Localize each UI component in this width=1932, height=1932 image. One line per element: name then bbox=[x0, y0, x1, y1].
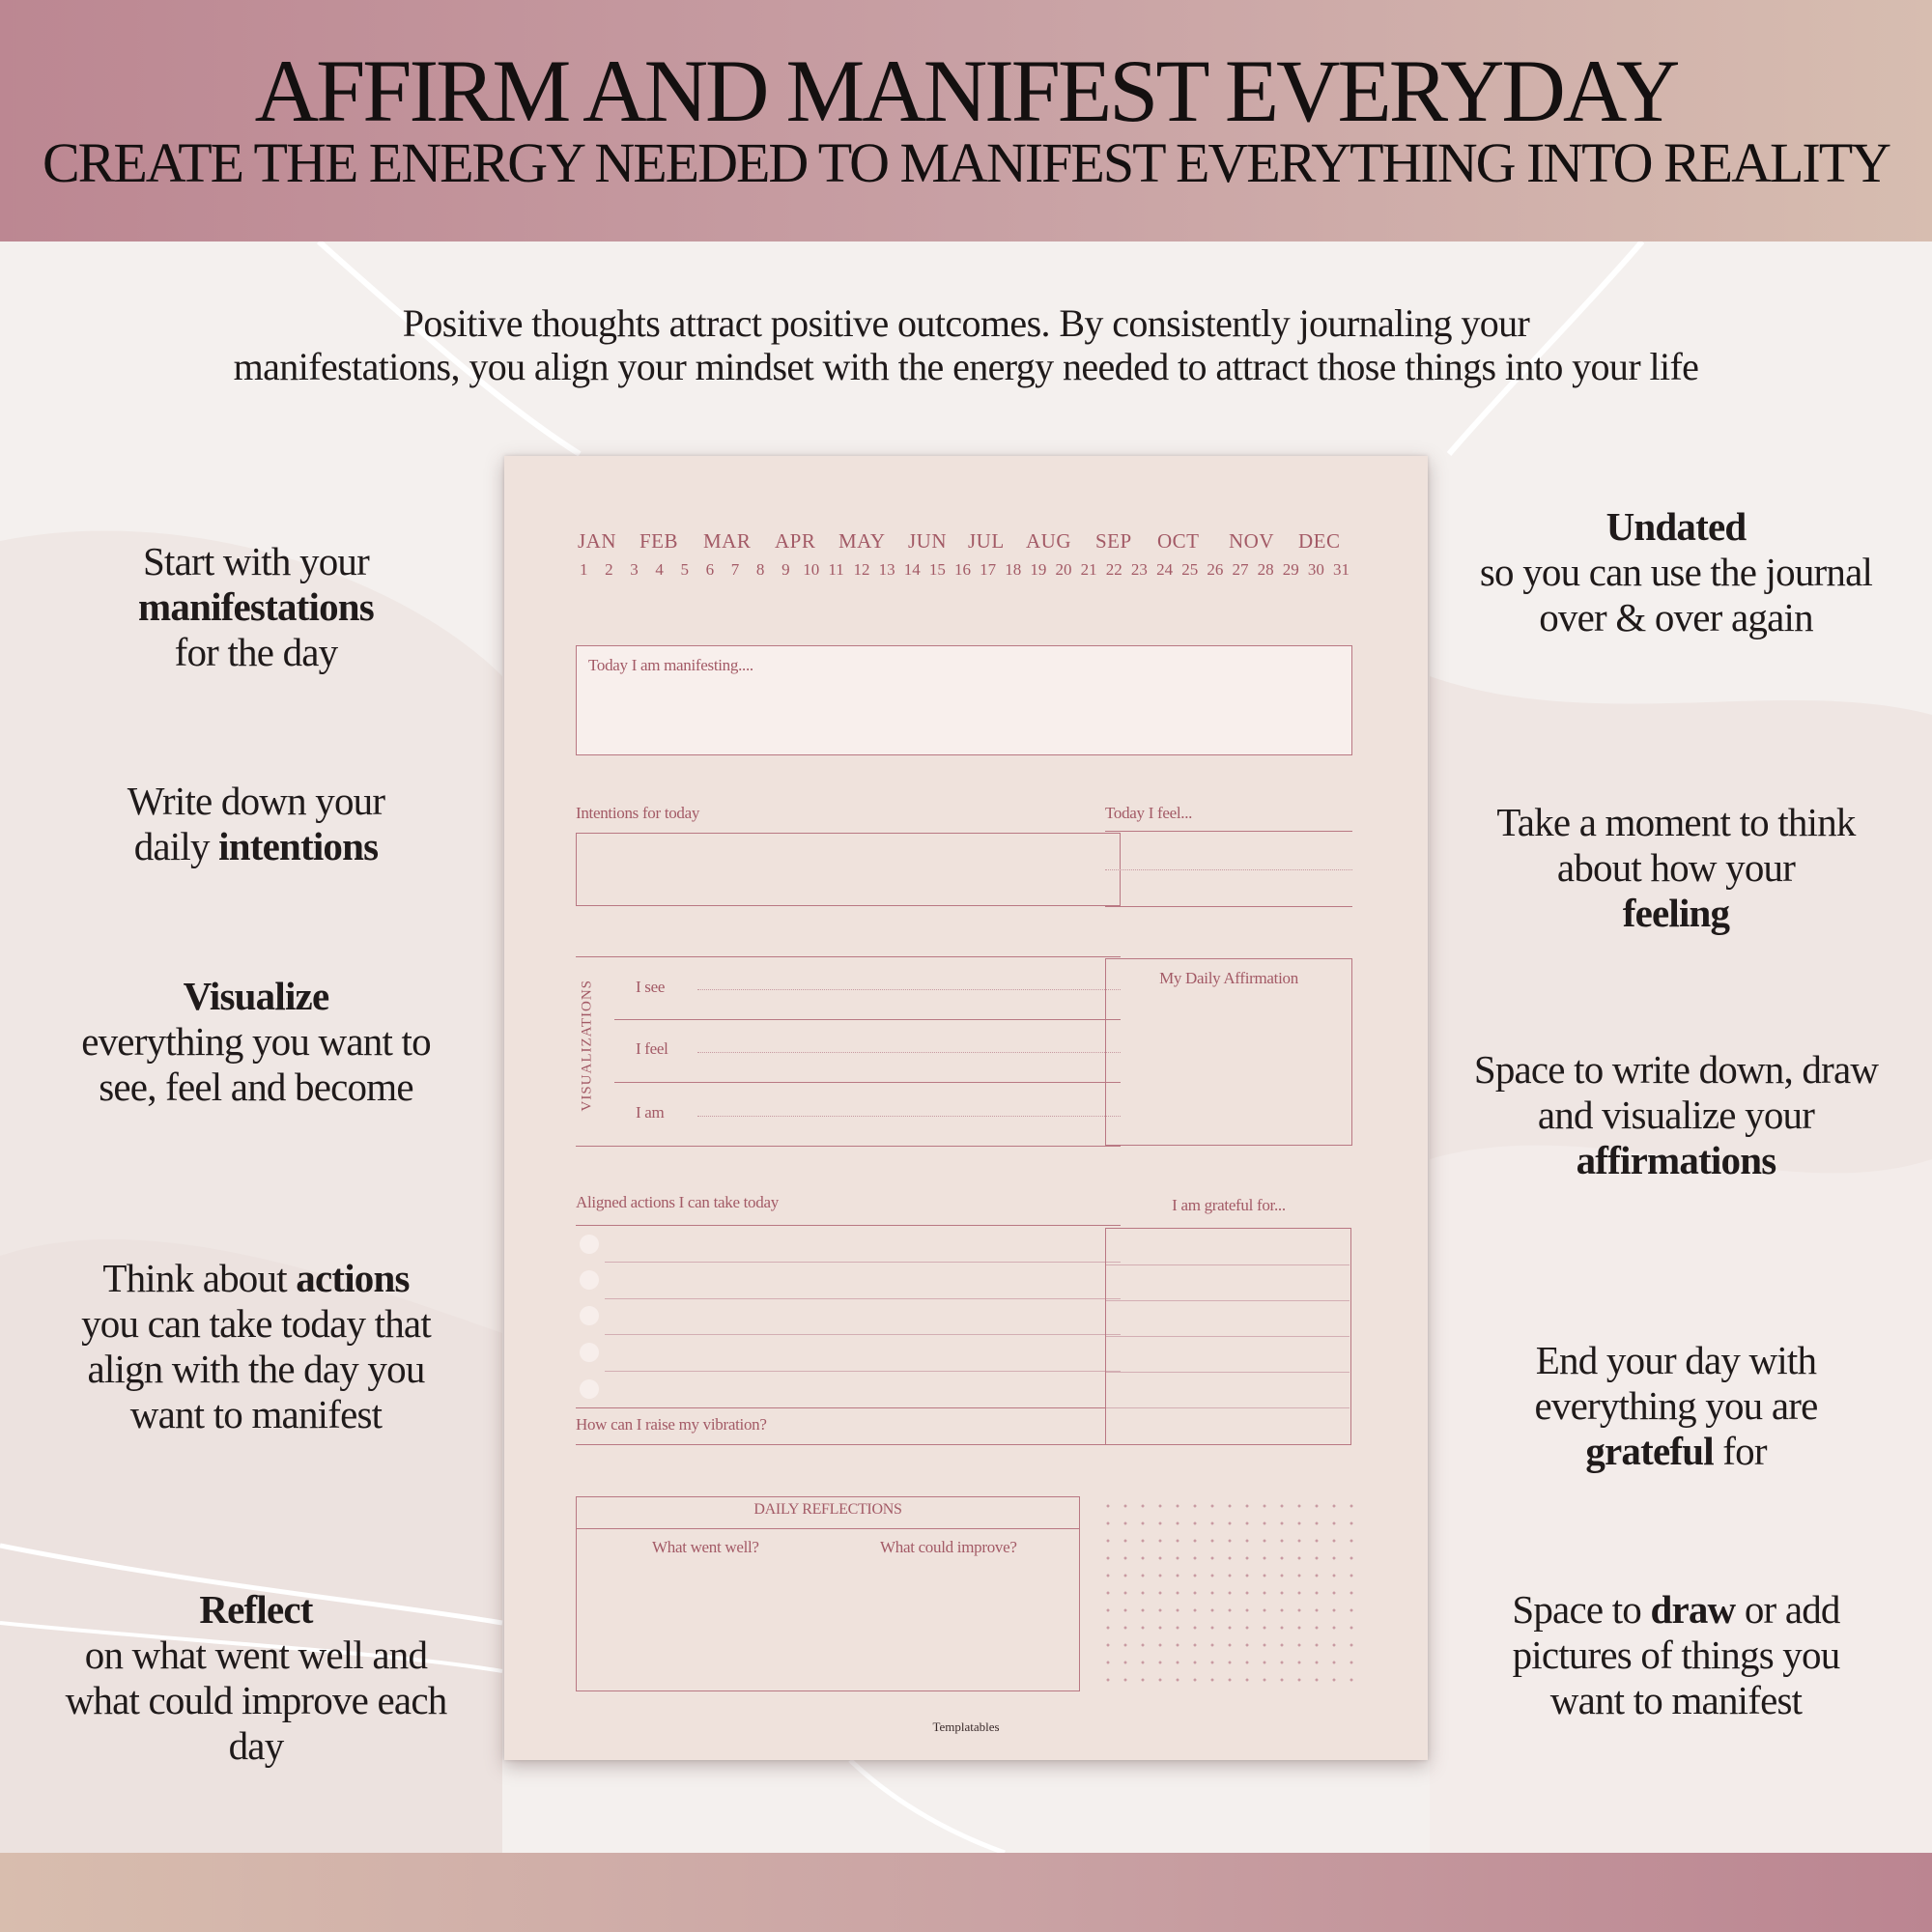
vis-divider-2 bbox=[614, 1082, 1121, 1083]
reflections-divider bbox=[577, 1528, 1079, 1529]
action-checkbox-4[interactable] bbox=[580, 1343, 599, 1362]
day-13[interactable]: 13 bbox=[878, 560, 895, 579]
grateful-line-3[interactable] bbox=[1106, 1336, 1350, 1337]
vis-see-line[interactable] bbox=[697, 989, 1121, 990]
day-14[interactable]: 14 bbox=[903, 560, 921, 579]
brand-label: Templatables bbox=[932, 1719, 1000, 1734]
day-24[interactable]: 24 bbox=[1156, 560, 1174, 579]
day-15[interactable]: 15 bbox=[928, 560, 946, 579]
feel-line-2[interactable] bbox=[1105, 869, 1352, 870]
improve-label: What could improve? bbox=[880, 1538, 1017, 1556]
vis-row-am: I am bbox=[636, 1103, 665, 1122]
month-nov[interactable]: NOV bbox=[1229, 529, 1274, 553]
action-checkbox-1[interactable] bbox=[580, 1235, 599, 1254]
grateful-line-4[interactable] bbox=[1106, 1372, 1350, 1373]
day-12[interactable]: 12 bbox=[853, 560, 870, 579]
vis-top-line bbox=[576, 956, 1121, 957]
vibration-line[interactable] bbox=[576, 1444, 1121, 1445]
action-checkbox-3[interactable] bbox=[580, 1306, 599, 1325]
month-apr[interactable]: APR bbox=[775, 529, 816, 553]
feature-draw: Space to draw or add pictures of things you want to manifest bbox=[1512, 1587, 1840, 1722]
affirmation-label: My Daily Affirmation bbox=[1159, 969, 1298, 987]
grateful-box[interactable] bbox=[1105, 1228, 1351, 1445]
grateful-line-1[interactable] bbox=[1106, 1264, 1350, 1265]
journal-page bbox=[504, 456, 1428, 1760]
feature-visualize: Visualize everything you want to see, feel and become bbox=[81, 974, 431, 1109]
feature-grateful: End your day with everything you are grateful for bbox=[1534, 1338, 1818, 1473]
grateful-line-2[interactable] bbox=[1106, 1300, 1350, 1301]
month-dec[interactable]: DEC bbox=[1298, 529, 1341, 553]
month-jul[interactable]: JUL bbox=[968, 529, 1005, 553]
month-may[interactable]: MAY bbox=[838, 529, 886, 553]
intentions-label: Intentions for today bbox=[576, 804, 700, 822]
day-27[interactable]: 27 bbox=[1232, 560, 1249, 579]
day-16[interactable]: 16 bbox=[954, 560, 971, 579]
intro-line-2: manifestations, you align your mindset with the energy needed to attract those things into your life bbox=[233, 345, 1699, 388]
footer-band bbox=[0, 1853, 1932, 1932]
grateful-label: I am grateful for... bbox=[1172, 1196, 1286, 1214]
affirmation-box[interactable] bbox=[1105, 958, 1352, 1146]
feature-reflect: Reflect on what went well and what could improve each day bbox=[65, 1587, 447, 1768]
vis-row-feel: I feel bbox=[636, 1039, 668, 1058]
day-28[interactable]: 28 bbox=[1257, 560, 1274, 579]
day-25[interactable]: 25 bbox=[1181, 560, 1199, 579]
dot-grid-drawing-area[interactable] bbox=[1099, 1497, 1360, 1692]
action-line-2[interactable] bbox=[605, 1298, 1121, 1299]
day-6[interactable]: 6 bbox=[705, 560, 715, 579]
day-23[interactable]: 23 bbox=[1130, 560, 1148, 579]
month-aug[interactable]: AUG bbox=[1026, 529, 1071, 553]
feature-feeling: Take a moment to think about how your feeling bbox=[1496, 800, 1856, 935]
feel-line-3[interactable] bbox=[1105, 906, 1352, 907]
day-29[interactable]: 29 bbox=[1282, 560, 1299, 579]
went-well-label: What went well? bbox=[652, 1538, 759, 1556]
page-title: AFFIRM AND MANIFEST EVERYDAY bbox=[254, 42, 1678, 140]
month-jun[interactable]: JUN bbox=[908, 529, 948, 553]
day-2[interactable]: 2 bbox=[605, 560, 613, 579]
day-22[interactable]: 22 bbox=[1105, 560, 1122, 579]
vis-row-see: I see bbox=[636, 978, 666, 996]
day-7[interactable]: 7 bbox=[730, 560, 740, 579]
action-line-4[interactable] bbox=[605, 1371, 1121, 1372]
intentions-box[interactable] bbox=[576, 833, 1121, 906]
action-checkbox-5[interactable] bbox=[580, 1379, 599, 1399]
month-mar[interactable]: MAR bbox=[703, 529, 752, 553]
feel-label: Today I feel... bbox=[1105, 804, 1193, 822]
feature-actions: Think about actions you can take today that align with the day you want to manifest bbox=[81, 1256, 431, 1436]
action-checkbox-2[interactable] bbox=[580, 1270, 599, 1290]
day-21[interactable]: 21 bbox=[1080, 560, 1097, 579]
action-line-3[interactable] bbox=[605, 1334, 1121, 1335]
month-sep[interactable]: SEP bbox=[1095, 529, 1132, 553]
manifesting-label: Today I am manifesting.... bbox=[588, 656, 753, 674]
month-feb[interactable]: FEB bbox=[639, 529, 679, 553]
intro-text bbox=[58, 301, 1874, 388]
month-jan[interactable]: JAN bbox=[578, 529, 617, 553]
day-5[interactable]: 5 bbox=[680, 560, 690, 579]
actions-top-line bbox=[576, 1225, 1121, 1226]
page-subtitle: CREATE THE ENERGY NEEDED TO MANIFEST EVERYTHING INTO REALITY bbox=[42, 131, 1890, 194]
day-11[interactable]: 11 bbox=[828, 560, 844, 579]
day-10[interactable]: 10 bbox=[803, 560, 820, 579]
day-1[interactable]: 1 bbox=[580, 560, 588, 579]
vis-bottom-line bbox=[576, 1146, 1121, 1147]
actions-bottom-line bbox=[576, 1407, 1121, 1408]
day-30[interactable]: 30 bbox=[1307, 560, 1324, 579]
intro-line-1: Positive thoughts attract positive outcomes. By consistently journaling your bbox=[402, 301, 1530, 345]
day-20[interactable]: 20 bbox=[1055, 560, 1072, 579]
manifesting-box[interactable] bbox=[576, 645, 1352, 755]
reflections-box[interactable] bbox=[576, 1496, 1080, 1691]
action-line-1[interactable] bbox=[605, 1262, 1121, 1263]
vibration-label: How can I raise my vibration? bbox=[576, 1415, 767, 1434]
day-row bbox=[578, 560, 1350, 583]
feature-affirmations: Space to write down, draw and visualize your affirmations bbox=[1473, 1047, 1879, 1182]
vis-divider-1 bbox=[614, 1019, 1121, 1020]
feature-intentions: Write down your daily intentions bbox=[127, 779, 385, 868]
day-18[interactable]: 18 bbox=[1005, 560, 1022, 579]
day-17[interactable]: 17 bbox=[980, 560, 997, 579]
header-banner bbox=[0, 0, 1932, 242]
day-3[interactable]: 3 bbox=[630, 560, 639, 579]
grateful-line-5[interactable] bbox=[1106, 1407, 1350, 1408]
day-4[interactable]: 4 bbox=[655, 560, 664, 579]
month-row bbox=[578, 529, 1350, 558]
day-26[interactable]: 26 bbox=[1207, 560, 1224, 579]
feature-undated: Undated so you can use the journal over & over again bbox=[1479, 504, 1873, 639]
day-19[interactable]: 19 bbox=[1030, 560, 1047, 579]
feature-manifestations: Start with your manifestations for the day bbox=[138, 539, 374, 674]
day-31[interactable]: 31 bbox=[1333, 560, 1350, 579]
day-8[interactable]: 8 bbox=[755, 560, 765, 579]
actions-label: Aligned actions I can take today bbox=[576, 1193, 779, 1211]
reflections-label: DAILY REFLECTIONS bbox=[753, 1501, 902, 1518]
visualizations-label: VISUALIZATIONS bbox=[579, 980, 595, 1112]
feel-line-1[interactable] bbox=[1105, 831, 1352, 832]
month-oct[interactable]: OCT bbox=[1157, 529, 1200, 553]
vis-feel-line[interactable] bbox=[697, 1052, 1121, 1053]
vis-am-line[interactable] bbox=[697, 1116, 1121, 1117]
day-9[interactable]: 9 bbox=[781, 560, 790, 579]
